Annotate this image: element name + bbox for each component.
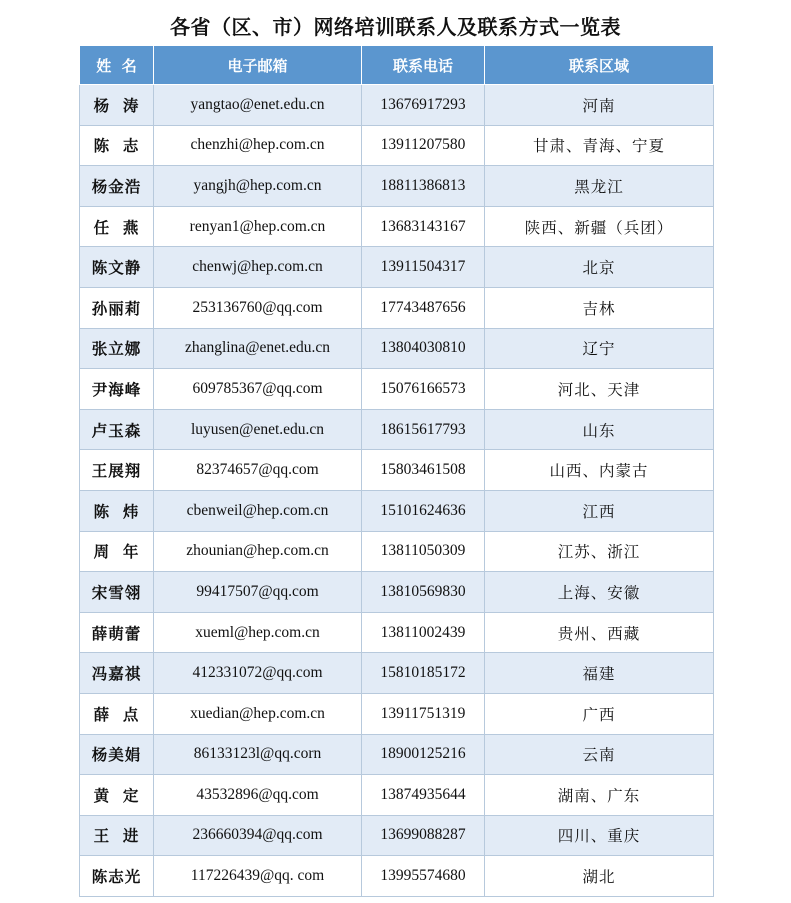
- region-cell: 云南: [485, 734, 714, 775]
- name-cell: 尹海峰: [80, 369, 154, 410]
- phone-cell: 13699088287: [362, 815, 485, 856]
- email-cell: cbenweil@hep.com.cn: [154, 490, 362, 531]
- email-cell: yangtao@enet.edu.cn: [154, 85, 362, 126]
- phone-cell: 13676917293: [362, 85, 485, 126]
- table-row: [80, 206, 714, 247]
- phone-cell: 15810185172: [362, 653, 485, 694]
- name-cell: 王 进: [80, 815, 154, 856]
- name-cell: 杨美娟: [80, 734, 154, 775]
- phone-cell: 15101624636: [362, 490, 485, 531]
- name-cell: 周 年: [80, 531, 154, 572]
- region-cell: 上海、安徽: [485, 572, 714, 613]
- region-cell: 山东: [485, 409, 714, 450]
- email-cell: 412331072@qq.com: [154, 653, 362, 694]
- phone-cell: 13811002439: [362, 612, 485, 653]
- table-row: [80, 572, 714, 613]
- name-cell: 冯嘉祺: [80, 653, 154, 694]
- table-row: [80, 409, 714, 450]
- region-cell: 江西: [485, 490, 714, 531]
- email-cell: 253136760@qq.com: [154, 287, 362, 328]
- email-cell: 117226439@qq. com: [154, 856, 362, 897]
- table-row: [80, 369, 714, 410]
- region-cell: 湖北: [485, 856, 714, 897]
- phone-cell: 17743487656: [362, 287, 485, 328]
- email-cell: zhanglina@enet.edu.cn: [154, 328, 362, 369]
- name-cell: 任 燕: [80, 206, 154, 247]
- header-email: 电子邮箱: [154, 46, 362, 85]
- name-cell: 王展翔: [80, 450, 154, 491]
- header-phone: 联系电话: [362, 46, 485, 85]
- table-row: [80, 775, 714, 816]
- table-row: [80, 612, 714, 653]
- table-row: [80, 693, 714, 734]
- table-row: [80, 85, 714, 126]
- name-cell: 杨 涛: [80, 85, 154, 126]
- header-region: 联系区域: [485, 46, 714, 85]
- email-cell: yangjh@hep.com.cn: [154, 166, 362, 207]
- region-cell: 陕西、新疆（兵团）: [485, 206, 714, 247]
- phone-cell: 15803461508: [362, 450, 485, 491]
- table-row: [80, 734, 714, 775]
- phone-cell: 13804030810: [362, 328, 485, 369]
- table-row: [80, 125, 714, 166]
- region-cell: 黑龙江: [485, 166, 714, 207]
- email-cell: xuedian@hep.com.cn: [154, 693, 362, 734]
- table-row: [80, 653, 714, 694]
- phone-cell: 13911504317: [362, 247, 485, 288]
- email-cell: renyan1@hep.com.cn: [154, 206, 362, 247]
- name-cell: 黄 定: [80, 775, 154, 816]
- table-row: [80, 450, 714, 491]
- phone-cell: 18811386813: [362, 166, 485, 207]
- phone-cell: 13911751319: [362, 693, 485, 734]
- phone-cell: 13874935644: [362, 775, 485, 816]
- region-cell: 河南: [485, 85, 714, 126]
- phone-cell: 13683143167: [362, 206, 485, 247]
- email-cell: chenwj@hep.com.cn: [154, 247, 362, 288]
- region-cell: 江苏、浙江: [485, 531, 714, 572]
- name-cell: 陈志光: [80, 856, 154, 897]
- page-title: 各省（区、市）网络培训联系人及联系方式一览表: [170, 15, 621, 39]
- region-cell: 山西、内蒙古: [485, 450, 714, 491]
- email-cell: 236660394@qq.com: [154, 815, 362, 856]
- name-cell: 杨金浩: [80, 166, 154, 207]
- phone-cell: 18615617793: [362, 409, 485, 450]
- header-row: [80, 46, 714, 85]
- name-cell: 陈 炜: [80, 490, 154, 531]
- email-cell: xueml@hep.com.cn: [154, 612, 362, 653]
- table-header: [80, 46, 714, 85]
- email-cell: 43532896@qq.com: [154, 775, 362, 816]
- table-row: [80, 856, 714, 897]
- email-cell: 99417507@qq.com: [154, 572, 362, 613]
- region-cell: 甘肃、青海、宁夏: [485, 125, 714, 166]
- region-cell: 吉林: [485, 287, 714, 328]
- region-cell: 福建: [485, 653, 714, 694]
- table-row: [80, 328, 714, 369]
- region-cell: 贵州、西藏: [485, 612, 714, 653]
- table-row: [80, 490, 714, 531]
- name-cell: 卢玉森: [80, 409, 154, 450]
- name-cell: 张立娜: [80, 328, 154, 369]
- phone-cell: 15076166573: [362, 369, 485, 410]
- region-cell: 湖南、广东: [485, 775, 714, 816]
- region-cell: 四川、重庆: [485, 815, 714, 856]
- contacts-table: [79, 45, 714, 897]
- table-row: [80, 287, 714, 328]
- phone-cell: 13995574680: [362, 856, 485, 897]
- region-cell: 辽宁: [485, 328, 714, 369]
- phone-cell: 13911207580: [362, 125, 485, 166]
- name-cell: 宋雪翎: [80, 572, 154, 613]
- header-name: 姓 名: [80, 46, 154, 85]
- phone-cell: 13810569830: [362, 572, 485, 613]
- table-row: [80, 531, 714, 572]
- email-cell: zhounian@hep.com.cn: [154, 531, 362, 572]
- email-cell: 82374657@qq.com: [154, 450, 362, 491]
- table-row: [80, 815, 714, 856]
- name-cell: 孙丽莉: [80, 287, 154, 328]
- name-cell: 薛萌蕾: [80, 612, 154, 653]
- region-cell: 河北、天津: [485, 369, 714, 410]
- region-cell: 广西: [485, 693, 714, 734]
- name-cell: 薛 点: [80, 693, 154, 734]
- email-cell: luyusen@enet.edu.cn: [154, 409, 362, 450]
- phone-cell: 13811050309: [362, 531, 485, 572]
- table-body: [80, 85, 714, 897]
- email-cell: chenzhi@hep.com.cn: [154, 125, 362, 166]
- email-cell: 86133123l@qq.corn: [154, 734, 362, 775]
- region-cell: 北京: [485, 247, 714, 288]
- table-row: [80, 247, 714, 288]
- name-cell: 陈 志: [80, 125, 154, 166]
- name-cell: 陈文静: [80, 247, 154, 288]
- email-cell: 609785367@qq.com: [154, 369, 362, 410]
- phone-cell: 18900125216: [362, 734, 485, 775]
- table-row: [80, 166, 714, 207]
